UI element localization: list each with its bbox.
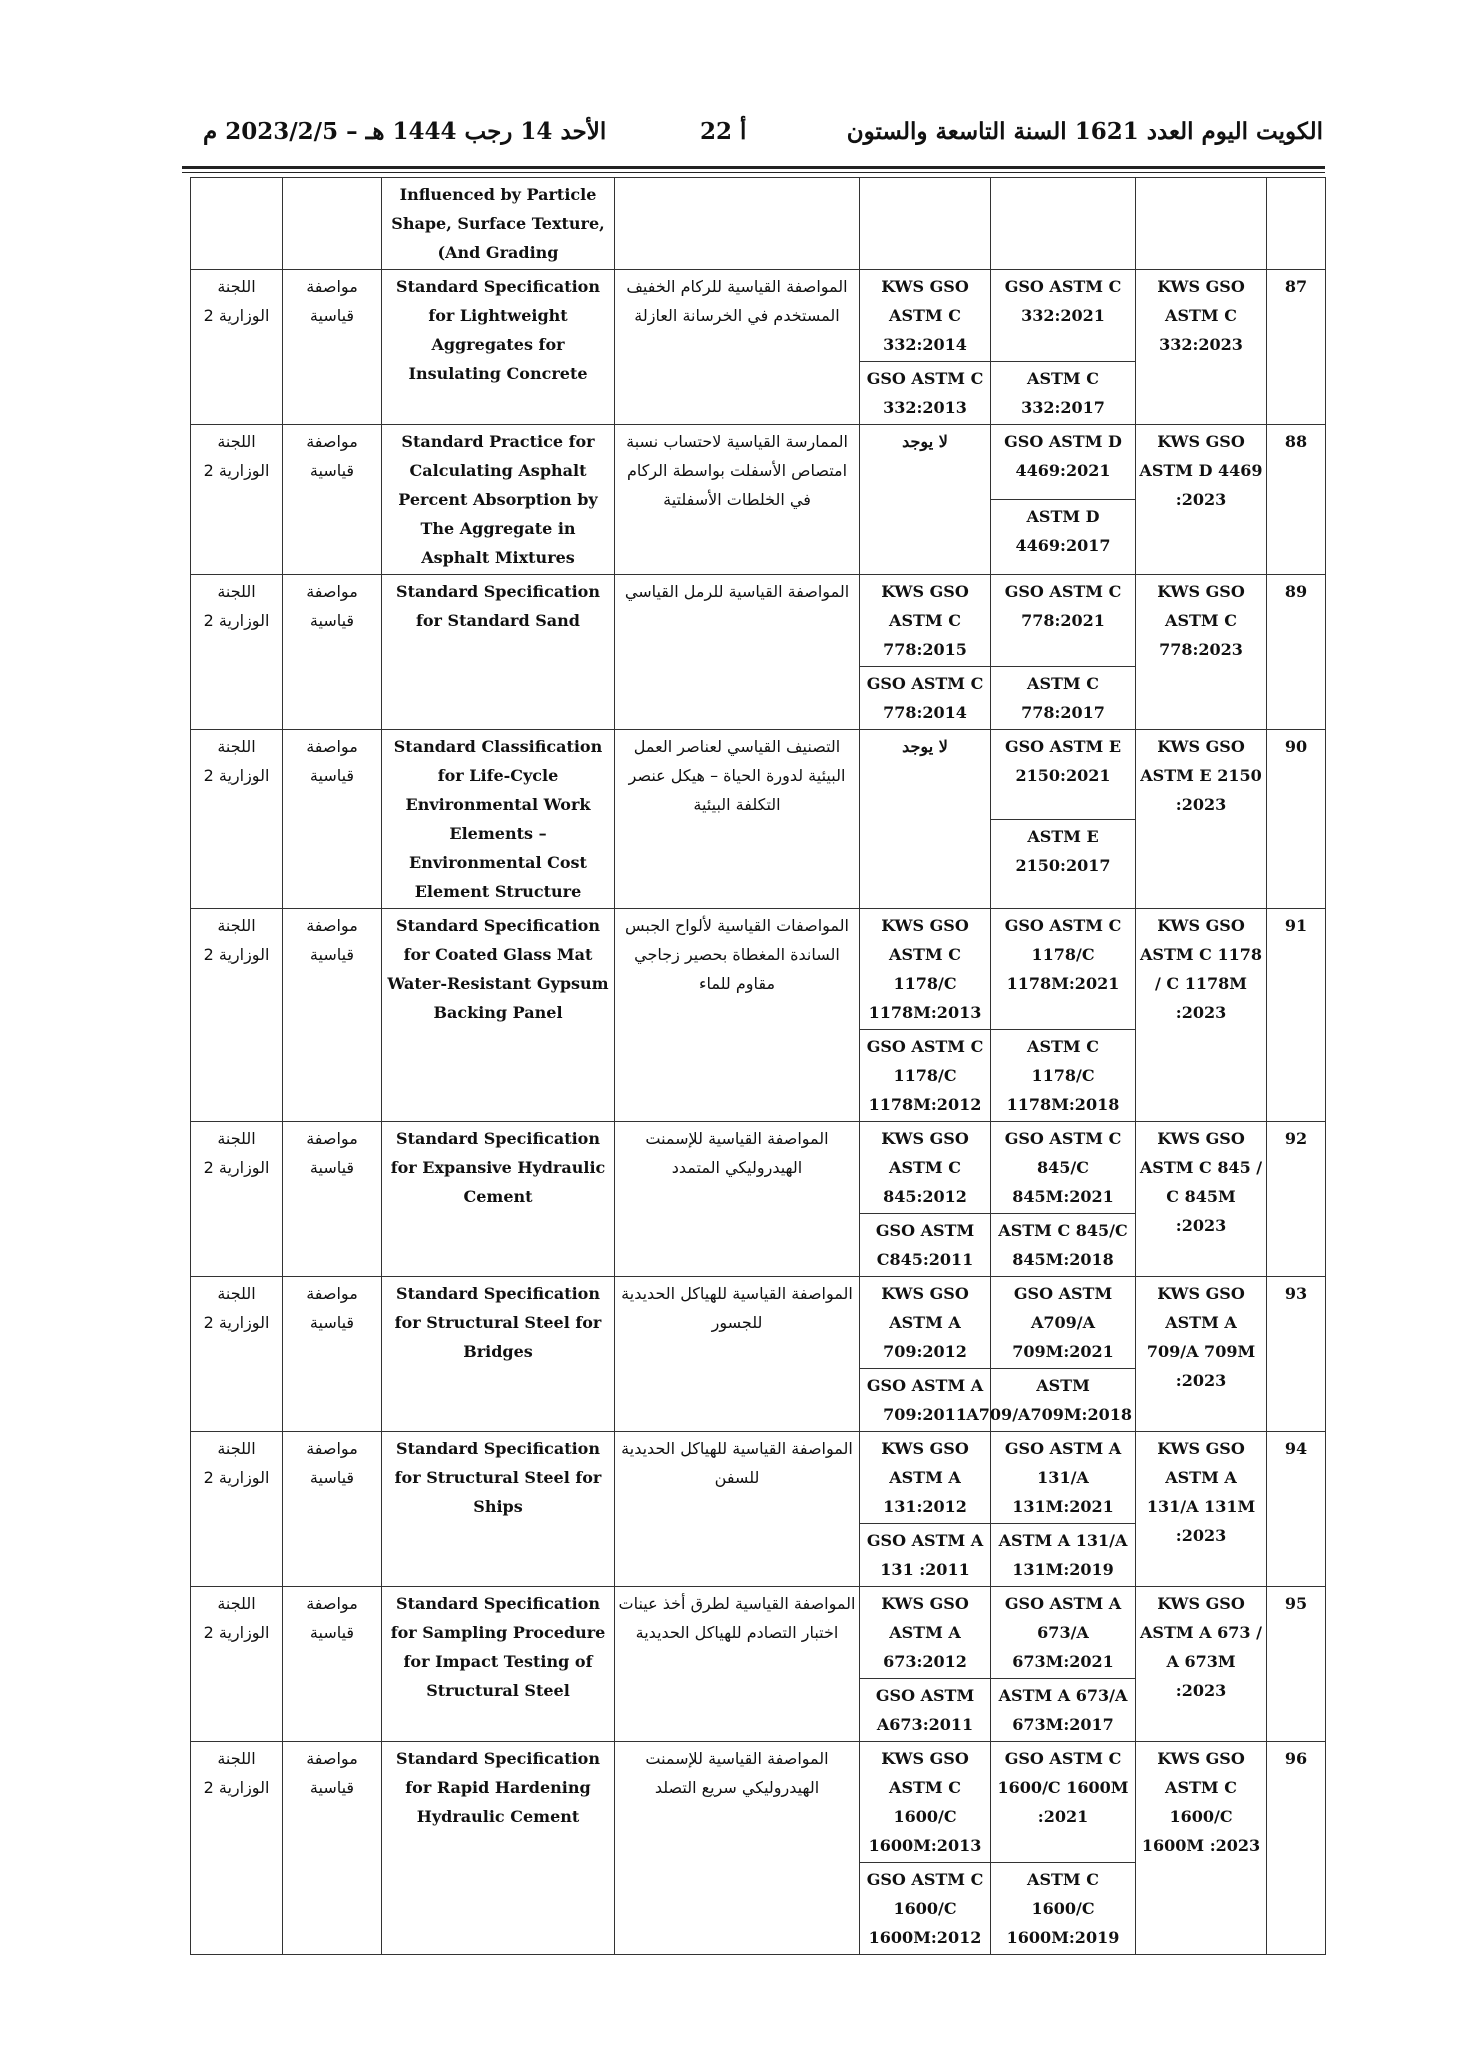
document-type: مواصفة قياسية xyxy=(283,1587,382,1742)
gso-ref-code: GSO ASTM C 1178/C 1178M:2021 xyxy=(991,909,1136,1030)
document-type: مواصفة قياسية xyxy=(283,425,382,575)
cell-kws-new xyxy=(1136,178,1267,270)
astm-ref-code: ASTM C 778:2017 xyxy=(991,667,1136,730)
kws-new-code: KWS GSO ASTM D 4469 :2023 xyxy=(1136,425,1267,575)
cell-committee xyxy=(191,178,283,270)
english-title: Standard Classification for Life-Cycle Environmental Work Elements – Environmental Cost Element Structure xyxy=(382,730,615,909)
row-number: 89 xyxy=(1267,575,1326,730)
english-title: Standard Specification for Lightweight Aggregates for Insulating Concrete xyxy=(382,270,615,425)
document-type: مواصفة قياسية xyxy=(283,1277,382,1432)
kws-old-code: KWS GSO ASTM A 131:2012 xyxy=(860,1432,991,1524)
astm-ref-code: ASTM A 131/A 131M:2019 xyxy=(991,1524,1136,1587)
kws-old-code: لا يوجد xyxy=(860,730,991,909)
table-row xyxy=(191,1432,1326,1524)
english-title: Standard Practice for Calculating Asphalt Percent Absorption by The Aggregate in Asphalt Mixtures xyxy=(382,425,615,575)
issue-date: الأحد 14 رجب 1444 هـ – 2023/2/5 م xyxy=(203,118,607,145)
row-number: 91 xyxy=(1267,909,1326,1122)
standards-table xyxy=(190,177,1326,1955)
english-title: Standard Specification for Sampling Procedure for Impact Testing of Structural Steel xyxy=(382,1587,615,1742)
english-title: Standard Specification for Coated Glass Mat Water-Resistant Gypsum Backing Panel xyxy=(382,909,615,1122)
committee: اللجنة الوزارية 2 xyxy=(191,1587,283,1742)
committee: اللجنة الوزارية 2 xyxy=(191,1277,283,1432)
arabic-title: المواصفة القياسية لطرق أخذ عينات اختبار التصادم للهياكل الحديدية xyxy=(615,1587,860,1742)
row-number: 92 xyxy=(1267,1122,1326,1277)
gso-old-code: GSO ASTM A 709:2011 xyxy=(860,1369,991,1432)
gso-old-code: GSO ASTM C 1178/C 1178M:2012 xyxy=(860,1030,991,1122)
committee: اللجنة الوزارية 2 xyxy=(191,1122,283,1277)
document-type: مواصفة قياسية xyxy=(283,575,382,730)
page-header xyxy=(185,118,1335,158)
astm-ref-code: ASTM C 845/C 845M:2018 xyxy=(991,1214,1136,1277)
gso-ref-code: GSO ASTM D 4469:2021 xyxy=(991,425,1136,500)
kws-old-code: KWS GSO ASTM C 845:2012 xyxy=(860,1122,991,1214)
committee: اللجنة الوزارية 2 xyxy=(191,270,283,425)
astm-ref-code: ASTM C 1600/C 1600M:2019 xyxy=(991,1863,1136,1955)
astm-ref-code: ASTM C 1178/C 1178M:2018 xyxy=(991,1030,1136,1122)
gso-ref-code: GSO ASTM A 131/A 131M:2021 xyxy=(991,1432,1136,1524)
gso-ref-code: GSO ASTM A709/A 709M:2021 xyxy=(991,1277,1136,1369)
kws-old-code: KWS GSO ASTM A 709:2012 xyxy=(860,1277,991,1369)
row-number: 94 xyxy=(1267,1432,1326,1587)
cell-arabic-title xyxy=(615,178,860,270)
kws-new-code: KWS GSO ASTM A 131/A 131M :2023 xyxy=(1136,1432,1267,1587)
astm-ref-code: ASTM E 2150:2017 xyxy=(991,819,1136,909)
cell-type xyxy=(283,178,382,270)
english-title: Standard Specification for Structural Steel for Ships xyxy=(382,1432,615,1587)
gso-old-code: GSO ASTM A673:2011 xyxy=(860,1679,991,1742)
newspaper-issue-title: الكويت اليوم العدد 1621 السنة التاسعة والستون xyxy=(846,118,1323,145)
table-row xyxy=(191,1277,1326,1369)
kws-new-code: KWS GSO ASTM C 845 / C 845M :2023 xyxy=(1136,1122,1267,1277)
kws-old-code: KWS GSO ASTM C 1600/C 1600M:2013 xyxy=(860,1742,991,1863)
committee: اللجنة الوزارية 2 xyxy=(191,575,283,730)
gso-ref-code: GSO ASTM A 673/A 673M:2021 xyxy=(991,1587,1136,1679)
header-rule-thin xyxy=(182,172,1325,173)
gso-ref-code: GSO ASTM C 332:2021 xyxy=(991,270,1136,362)
gso-ref-code: GSO ASTM C 778:2021 xyxy=(991,575,1136,667)
arabic-title: المواصفة القياسية للإسمنت الهيدروليكي سريع التصلد xyxy=(615,1742,860,1955)
row-number: 93 xyxy=(1267,1277,1326,1432)
document-type: مواصفة قياسية xyxy=(283,909,382,1122)
cell-num xyxy=(1267,178,1326,270)
gso-old-code: GSO ASTM A 131 :2011 xyxy=(860,1524,991,1587)
arabic-title: التصنيف القياسي لعناصر العمل البيئية لدورة الحياة – هيكل عنصر التكلفة البيئية xyxy=(615,730,860,909)
committee: اللجنة الوزارية 2 xyxy=(191,425,283,575)
astm-ref-code: ASTM A 673/A 673M:2017 xyxy=(991,1679,1136,1742)
row-number: 90 xyxy=(1267,730,1326,909)
kws-new-code: KWS GSO ASTM C 1178 / C 1178M :2023 xyxy=(1136,909,1267,1122)
table-body xyxy=(191,178,1326,1955)
table-row xyxy=(191,270,1326,362)
arabic-title: الممارسة القياسية لاحتساب نسبة امتصاص الأسفلت بواسطة الركام في الخلطات الأسفلتية xyxy=(615,425,860,575)
row-number: 88 xyxy=(1267,425,1326,575)
arabic-title: المواصفة القياسية للهياكل الحديدية للسفن xyxy=(615,1432,860,1587)
table-row xyxy=(191,1742,1326,1863)
header-rule-thick xyxy=(182,166,1325,169)
row-number: 96 xyxy=(1267,1742,1326,1955)
english-title: Standard Specification for Rapid Hardening Hydraulic Cement xyxy=(382,1742,615,1955)
cell-ref xyxy=(991,178,1136,270)
arabic-title: المواصفة القياسية للإسمنت الهيدروليكي المتمدد xyxy=(615,1122,860,1277)
gso-ref-code: GSO ASTM C 1600/C 1600M :2021 xyxy=(991,1742,1136,1863)
kws-old-code: KWS GSO ASTM A 673:2012 xyxy=(860,1587,991,1679)
kws-new-code: KWS GSO ASTM E 2150 :2023 xyxy=(1136,730,1267,909)
kws-new-code: KWS GSO ASTM A 709/A 709M :2023 xyxy=(1136,1277,1267,1432)
english-title: Standard Specification for Standard Sand xyxy=(382,575,615,730)
gso-old-code: GSO ASTM C845:2011 xyxy=(860,1214,991,1277)
english-title: Standard Specification for Expansive Hydraulic Cement xyxy=(382,1122,615,1277)
arabic-title: المواصفة القياسية للركام الخفيف المستخدم في الخرسانة العازلة xyxy=(615,270,860,425)
gso-old-code: GSO ASTM C 1600/C 1600M:2012 xyxy=(860,1863,991,1955)
committee: اللجنة الوزارية 2 xyxy=(191,1742,283,1955)
arabic-title: المواصفة القياسية للرمل القياسي xyxy=(615,575,860,730)
kws-new-code: KWS GSO ASTM C 1600/C 1600M :2023 xyxy=(1136,1742,1267,1955)
table-row xyxy=(191,1587,1326,1679)
arabic-title: المواصفة القياسية للهياكل الحديدية للجسور xyxy=(615,1277,860,1432)
committee: اللجنة الوزارية 2 xyxy=(191,1432,283,1587)
row-number: 87 xyxy=(1267,270,1326,425)
astm-ref-code: ASTM A709/A709M:2018 xyxy=(991,1369,1136,1432)
kws-old-code: KWS GSO ASTM C 778:2015 xyxy=(860,575,991,667)
table-row-continuation xyxy=(191,178,1326,270)
astm-ref-code: ASTM C 332:2017 xyxy=(991,362,1136,425)
kws-new-code: KWS GSO ASTM C 778:2023 xyxy=(1136,575,1267,730)
arabic-title: المواصفات القياسية لألواح الجبس الساندة المغطاة بحصير زجاجي مقاوم للماء xyxy=(615,909,860,1122)
row-number: 95 xyxy=(1267,1587,1326,1742)
gso-old-code: GSO ASTM C 778:2014 xyxy=(860,667,991,730)
gso-old-code: GSO ASTM C 332:2013 xyxy=(860,362,991,425)
document-type: مواصفة قياسية xyxy=(283,1432,382,1587)
table-row xyxy=(191,730,1326,820)
kws-new-code: KWS GSO ASTM C 332:2023 xyxy=(1136,270,1267,425)
document-type: مواصفة قياسية xyxy=(283,270,382,425)
cell-english-title: Influenced by Particle Shape, Surface Texture, And Grading) xyxy=(382,178,615,270)
gso-ref-code: GSO ASTM C 845/C 845M:2021 xyxy=(991,1122,1136,1214)
table-row xyxy=(191,909,1326,1030)
document-type: مواصفة قياسية xyxy=(283,1742,382,1955)
english-title: Standard Specification for Structural Steel for Bridges xyxy=(382,1277,615,1432)
table-row xyxy=(191,425,1326,500)
gso-ref-code: GSO ASTM E 2150:2021 xyxy=(991,730,1136,820)
committee: اللجنة الوزارية 2 xyxy=(191,909,283,1122)
table-row xyxy=(191,1122,1326,1214)
kws-old-code: KWS GSO ASTM C 1178/C 1178M:2013 xyxy=(860,909,991,1030)
document-type: مواصفة قياسية xyxy=(283,1122,382,1277)
cell-kws-old xyxy=(860,178,991,270)
kws-old-code: لا يوجد xyxy=(860,425,991,575)
page-number: أ 22 xyxy=(700,118,747,145)
committee: اللجنة الوزارية 2 xyxy=(191,730,283,909)
document-type: مواصفة قياسية xyxy=(283,730,382,909)
kws-old-code: KWS GSO ASTM C 332:2014 xyxy=(860,270,991,362)
astm-ref-code: ASTM D 4469:2017 xyxy=(991,500,1136,575)
kws-new-code: KWS GSO ASTM A 673 / A 673M :2023 xyxy=(1136,1587,1267,1742)
table-row xyxy=(191,575,1326,667)
